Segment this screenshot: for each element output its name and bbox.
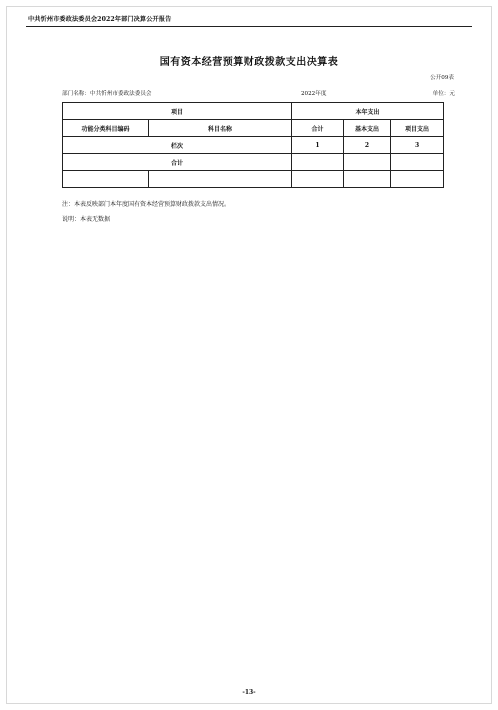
cell-project (391, 171, 444, 188)
header-project: 项目支出 (391, 120, 444, 137)
row-index-project: 3 (391, 137, 444, 154)
explanation-text: 说明：本表无数据 (62, 216, 111, 223)
header-basic: 基本支出 (344, 120, 391, 137)
header-subject-name: 科目名称 (149, 120, 292, 137)
expenditure-table (62, 102, 444, 188)
table-row (63, 171, 444, 188)
header-current-year-expense: 本年支出 (292, 103, 444, 120)
header-rule (26, 26, 472, 27)
total-row-total (292, 154, 344, 171)
document-title: 国有资本经营预算财政拨款支出决算表 (159, 57, 339, 68)
cell-func-code (63, 171, 149, 188)
page-number: -13- (242, 689, 256, 696)
column-header-row (63, 120, 444, 137)
header-func-code: 功能分类科目编码 (63, 120, 149, 137)
cell-total (292, 171, 344, 188)
header-total: 合计 (292, 120, 344, 137)
row-index-label: 栏次 (63, 137, 292, 154)
note-text: 注：本表反映部门本年度国有资本经营预算财政拨款支出情况。 (62, 201, 231, 208)
fiscal-year: 2022年度 (301, 91, 327, 97)
cell-basic (344, 171, 391, 188)
total-row-basic (344, 154, 391, 171)
notes (62, 197, 230, 227)
row-index-total: 1 (292, 137, 344, 154)
currency-unit: 单位：元 (432, 91, 455, 97)
running-header: 中共忻州市委政法委员会2022年部门决算公开报告 (28, 16, 172, 23)
row-index-basic: 2 (344, 137, 391, 154)
meta-row (62, 89, 455, 98)
total-row (63, 154, 444, 171)
cell-subject-name (149, 171, 292, 188)
total-row-label: 合计 (63, 154, 292, 171)
form-number: 公开09表 (430, 75, 454, 81)
group-header-row (63, 103, 444, 120)
row-index-row (63, 137, 444, 154)
header-item: 项目 (63, 103, 292, 120)
department-name: 部门名称：中共忻州市委政法委员会 (62, 91, 152, 97)
total-row-project (391, 154, 444, 171)
